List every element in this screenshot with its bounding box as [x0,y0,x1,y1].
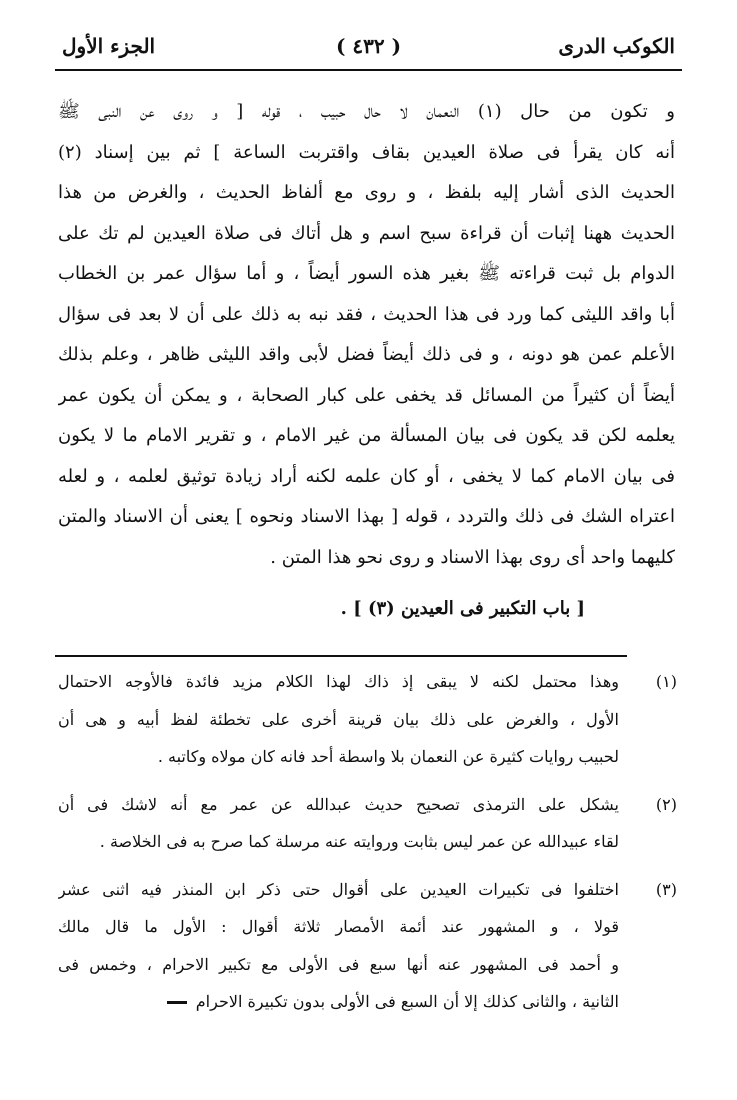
main-text-line: الأعلم عمن هو دونه ، و فى ذلك أيضاً فضل لأبى واقد الليثى ظاهر ، وعلم بذلك [58,344,675,365]
footnote-line: و أحمد فى المشهور عنه أنها سبع فى الأولى مع تكبير الاحرام ، وخمس فى [58,954,619,974]
main-text-line: الدوام بل ثبت قراءته ﷺ بغير هذه السور أيضاً ، و أما سؤال عمر بن الخطاب [58,263,675,284]
running-header [62,34,675,64]
footnote-line: قولا ، و المشهور عند أئمة الأمصار ثلاثة أقوال : الأول ما قال مالك [58,917,619,936]
footnote-line: اختلفوا فى تكبيرات العيدين على أقوال حتى ذكر ابن المنذر فيه اثنى عشر [58,879,619,899]
footnote-line: لحبيب روايات كثيرة عن النعمان بلا واسطة أحد فانه كان مولاه وكاتبه . [157,747,619,766]
book-title: الكوكب الدرى [558,34,675,58]
continuation-dash [167,1001,187,1004]
footnote-marker: (٢) [655,794,677,814]
main-text-line: كليهما واحد أى روى بهذا الاسناد و روى نحو هذا المتن . [270,546,675,568]
footnotes [58,663,677,1021]
volume-label: الجزء الأول [62,34,156,58]
header-rule [55,69,682,71]
footnote-marker: (١) [655,672,677,691]
main-text-line: الحديث ههنا إثبات أن قراءة سبح اسم و هل أتاك فى صلاة العيدين لم تك على [58,222,675,244]
chapter-heading: [ باب التكبير فى العيدين (٣) ] . [340,598,585,619]
main-text-line: أبا واقد الليثى كما ورد فى هذا الحديث ، فقد نبه به ذلك على أن لا بعد فى سؤال [58,303,675,325]
main-text-line: و تكون من حال (١) النعمان لا حال حبيب ، قوله [ و روى عن النبى ﷺ [58,101,675,122]
footnote-line: يشكل على الترمذى تصحيح حديث عبدالله عن عمر مع أنه لاشك فى أن [58,794,619,814]
main-text [58,92,675,578]
footnote-3 [58,871,677,1021]
footnote-line: الأول ، والغرض على ذلك بيان قرينة أخرى على تخطئة لفظ أبيه و هى أن [58,709,619,729]
main-text-line: الحديث الذى أشار إليه بلفظ ، و روى مع ألفاظ الحديث ، والغرض من هذا [58,182,675,203]
footnote-marker: (٣) [655,879,677,899]
main-text-line: أيضاً أن كثيراً من المسائل قد يخفى على كبار الصحابة ، و يمكن أن يكون عمر [58,384,675,406]
footnote-2 [58,786,677,861]
main-text-line: أنه كان يقرأ فى صلاة العيدين بقاف واقتربت الساعة ] ثم بين إسناد (٢) [58,141,675,163]
footnote-line: لقاء عبيدالله عن عمر ليس بثابت وروايته عنه مرسلة كما صرح به فى الخلاصة . [99,832,619,851]
main-text-line: اعتراه الشك فى ذلك والتردد ، قوله [ بهذا الاسناد ونحوه ] يعنى أن الاسناد والمتن [58,506,675,527]
footnotes-rule [55,655,627,657]
main-text-line: فى بيان الامام كما لا يخفى ، أو كان علمه لكنه أراد زيادة توثيق لعلمه ، و لعله [58,465,675,487]
footnote-line-text: الثانية ، والثانى كذلك إلا أن السبع فى الأولى بدون تكبيرة الاحرام [195,992,619,1011]
footnote-line [58,983,619,1021]
footnote-line: وهذا محتمل لكنه لا يبقى إذ ذاك لهذا الكلام مزيد فائدة فالأوجه الاحتمال [58,672,619,691]
footnote-1 [58,663,677,776]
page-number: ( ٤٣٢ ) [335,34,402,58]
main-text-line: يعلمه لكن قد يكون فى بيان المسألة من غير الامام ، و تقرير الامام ما لا يكون [58,425,675,446]
